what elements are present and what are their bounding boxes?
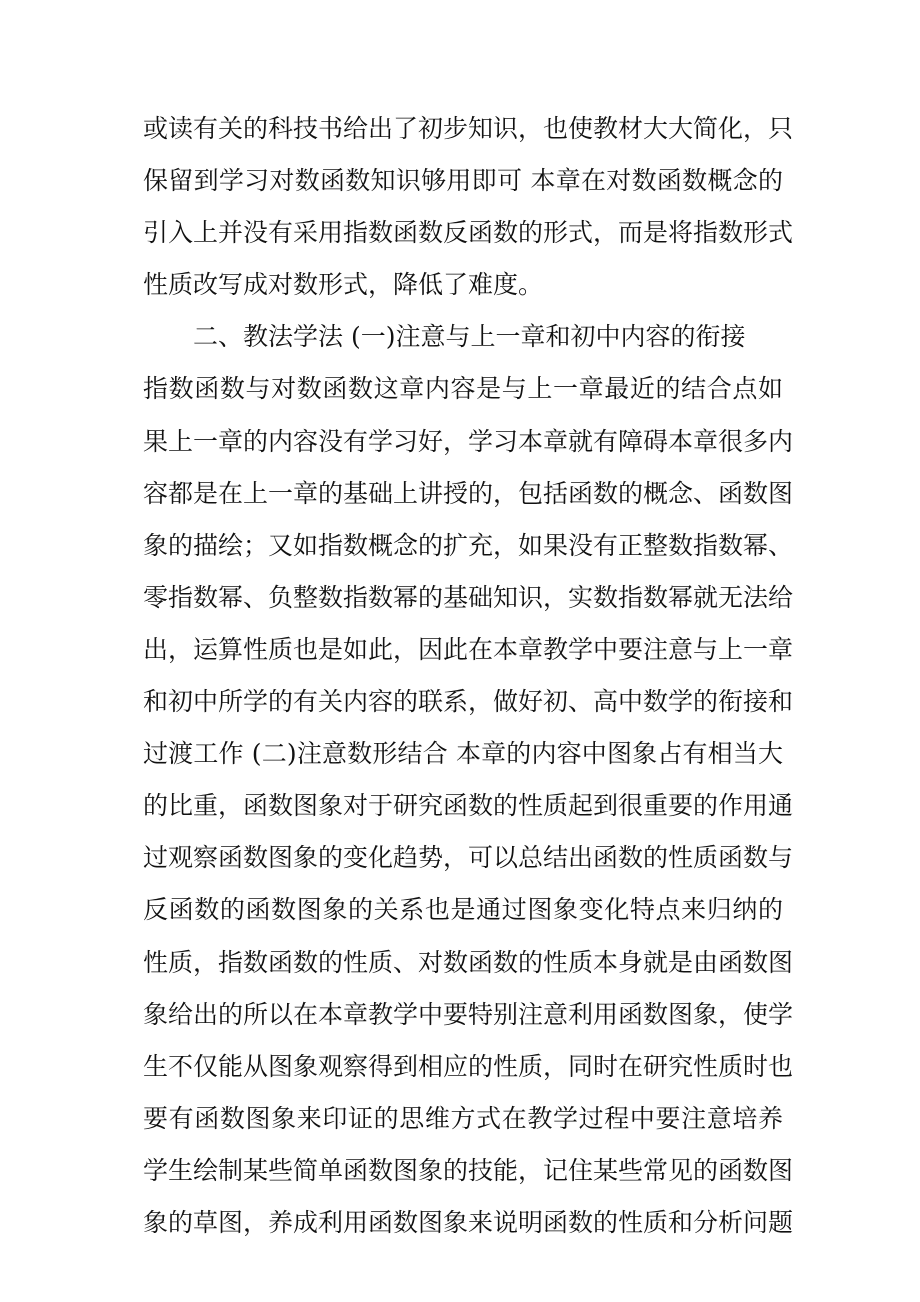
text-line: 要有函数图象来印证的思维方式在教学过程中要注意培养 [143,1103,783,1133]
text-line: 性质，指数函数的性质、对数函数的性质本身就是由函数图 [143,947,794,977]
text-line: 象的草图，养成利用函数图象来说明函数的性质和分析问题 [143,1207,794,1237]
text-line: 生不仅能从图象观察得到相应的性质，同时在研究性质时也 [143,1051,794,1081]
text-line: 出，运算性质也是如此，因此在本章教学中要注意与上一章 [143,634,794,664]
text-line: 容都是在上一章的基础上讲授的，包括函数的概念、函数图 [143,478,794,508]
text-line: 果上一章的内容没有学习好，学习本章就有障碍本章很多内 [143,426,794,456]
text-line: 反函数的函数图象的关系也是通过图象变化特点来归纳的 [143,895,783,925]
text-line: 过渡工作 (二)注意数形结合 本章的内容中图象占有相当大 [143,739,783,769]
text-line: 零指数幂、负整数指数幂的基础知识，实数指数幂就无法给 [143,582,794,612]
body-text [143,103,794,1249]
text-line: 象的描绘；又如指数概念的扩充，如果没有正整数指数幂、 [143,530,794,560]
text-line: 或读有关的科技书给出了初步知识，也使教材大大简化，只 [143,114,794,143]
text-line: 和初中所学的有关内容的联系，做好初、高中数学的衔接和 [143,687,794,717]
text-line: 的比重，函数图象对于研究函数的性质起到很重要的作用通 [143,791,794,821]
text-line: 二、教法学法 (一)注意与上一章和初中内容的衔接 [193,322,746,352]
text-line: 指数函数与对数函数这章内容是与上一章最近的结合点如 [143,374,783,404]
text-line: 引入上并没有采用指数函数反函数的形式，而是将指数形式 [143,218,794,248]
text-line: 象给出的所以在本章教学中要特别注意利用函数图象，使学 [143,999,794,1029]
text-line: 保留到学习对数函数知识够用即可 本章在对数函数概念的 [143,166,783,196]
text-line: 过观察函数图象的变化趋势，可以总结出函数的性质函数与 [143,843,794,873]
text-line: 学生绘制某些简单函数图象的技能，记住某些常见的函数图 [143,1155,794,1185]
text-line: 性质改写成对数形式，降低了难度。 [143,270,544,300]
